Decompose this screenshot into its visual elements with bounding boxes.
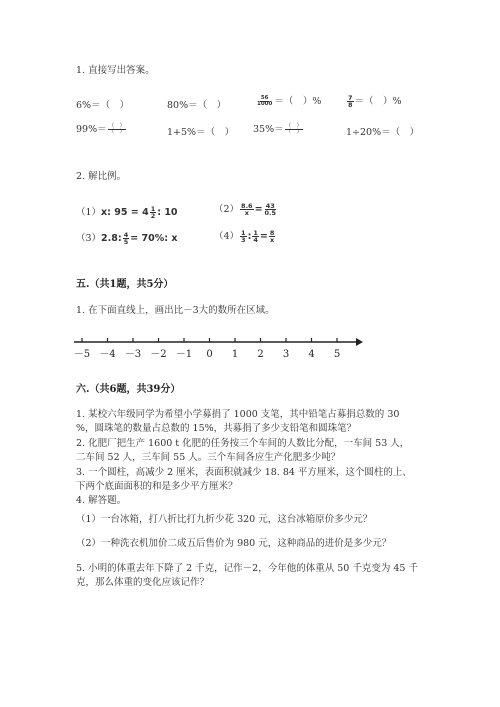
fraction: $\frac{1}{4}$ [253, 228, 258, 244]
fraction: $\frac{43}{0.5}$ [264, 201, 277, 217]
text-line: 下两个底面面积的和是多少平方厘米？ [76, 481, 238, 493]
tick-label: －5 [73, 349, 91, 360]
tick-label: 0 [206, 349, 213, 360]
tick-label: 1 [231, 349, 239, 360]
tick-label: －3 [124, 349, 142, 360]
q1-title: 1. 直接写出答案。 [76, 65, 155, 76]
q2-problem-3: （3）2.8: $\frac{4}{5}$ = 70%: x [76, 230, 178, 246]
fraction: $\frac{4}{5}$ [123, 230, 129, 246]
section6-heading: 六.（共6题，共39分） [76, 384, 181, 395]
fraction: $\frac{( )}{( )}$ [285, 122, 303, 135]
section6-sub2: （2）一种洗衣机加价二成五后售价为 980 元，这种商品的进价是多少元？ [76, 538, 392, 549]
text-line: 二车间 52 人，三车间 55 人。三个车间各应生产化肥多少吨？ [76, 452, 341, 464]
text-line: 4. 解答题。 [76, 495, 127, 507]
q1-row2-d: 1÷20%＝（ ） [346, 127, 420, 138]
text-line: 克，那么体重的变化应该记作？ [76, 577, 210, 589]
q2-title: 2. 解比例。 [76, 171, 127, 182]
section5-heading: 五.（共1题，共5分） [76, 279, 174, 290]
q1-row2-b: 1+5%＝（ ） [167, 127, 235, 138]
arrow-icon [356, 338, 363, 346]
tick-label: －2 [150, 349, 167, 360]
q1-row1-a: 6%＝（ ） [76, 100, 130, 111]
fraction: $\frac{( )}{( )}$ [108, 122, 126, 135]
tick-label: 2 [257, 349, 264, 360]
q1-row1-c: $\frac{56}{1000}$ ＝（ ）% [257, 94, 322, 107]
q2-problem-1: （1）x: 95 = 4 $\frac{1}{2}$ : 10 [76, 204, 178, 220]
q2-problem-2: （2） $\frac{8.6}{x}$ = $\frac{43}{0.5}$ [214, 201, 277, 217]
fraction: $\frac{7}{8}$ [348, 93, 353, 109]
section6-q5 [76, 562, 418, 591]
q1-row2-c: 35%＝ $\frac{( )}{( )}$ [253, 122, 303, 135]
text-line: 2. 化肥厂把生产 1600 t 化肥的任务按三个车间的人数比分配，一车间 53 人， [76, 437, 410, 449]
number-line [70, 334, 370, 362]
q1-row1-b: 80%＝（ ） [167, 100, 227, 111]
text-line: 5. 小明的体重去年下降了 2 千克，记作－2，今年他的体重从 50 千克变为 45 千 [76, 563, 418, 574]
text-line: 1. 某校六年级同学为希望小学募捐了 1000 支笔，其中铅笔占募捐总数的 30 [76, 409, 400, 420]
text-line: %，圆珠笔的数量占总数的 15%，共募捐了多少支铅笔和圆珠笔？ [76, 423, 357, 435]
section6-sub1: （1）一台冰箱，打八折比打九折少花 320 元，这台冰箱原价多少元？ [76, 514, 373, 525]
section5-q1: 1. 在下面直线上，画出比－3大的数所在区域。 [76, 305, 275, 316]
q1-row1-d: $\frac{7}{8}$ ＝（ ）% [348, 93, 402, 109]
tick-label: －4 [99, 349, 116, 360]
tick-label: 3 [282, 349, 290, 360]
q2-problem-4: （4） $\frac{1}{3}$ : $\frac{1}{4}$ = $\frac{8}{x}$ [214, 228, 275, 244]
fraction: $\frac{1}{3}$ [241, 228, 246, 244]
tick-label: 4 [308, 349, 315, 360]
text-line: 3. 一个圆柱，高减少 2 厘米，表面积就减少 18. 84 平方厘米，这个圆柱的上、 [76, 466, 412, 478]
fraction: $\frac{56}{1000}$ [257, 94, 273, 107]
fraction: $\frac{1}{2}$ [150, 204, 156, 220]
tick-label: －1 [175, 349, 193, 360]
fraction: $\frac{8.6}{x}$ [241, 201, 253, 217]
fraction: $\frac{8}{x}$ [269, 228, 275, 244]
q1-row2-a: 99%＝ $\frac{( )}{( )}$ [76, 122, 126, 135]
section6-text [76, 408, 412, 509]
tick-label: 5 [333, 349, 341, 360]
